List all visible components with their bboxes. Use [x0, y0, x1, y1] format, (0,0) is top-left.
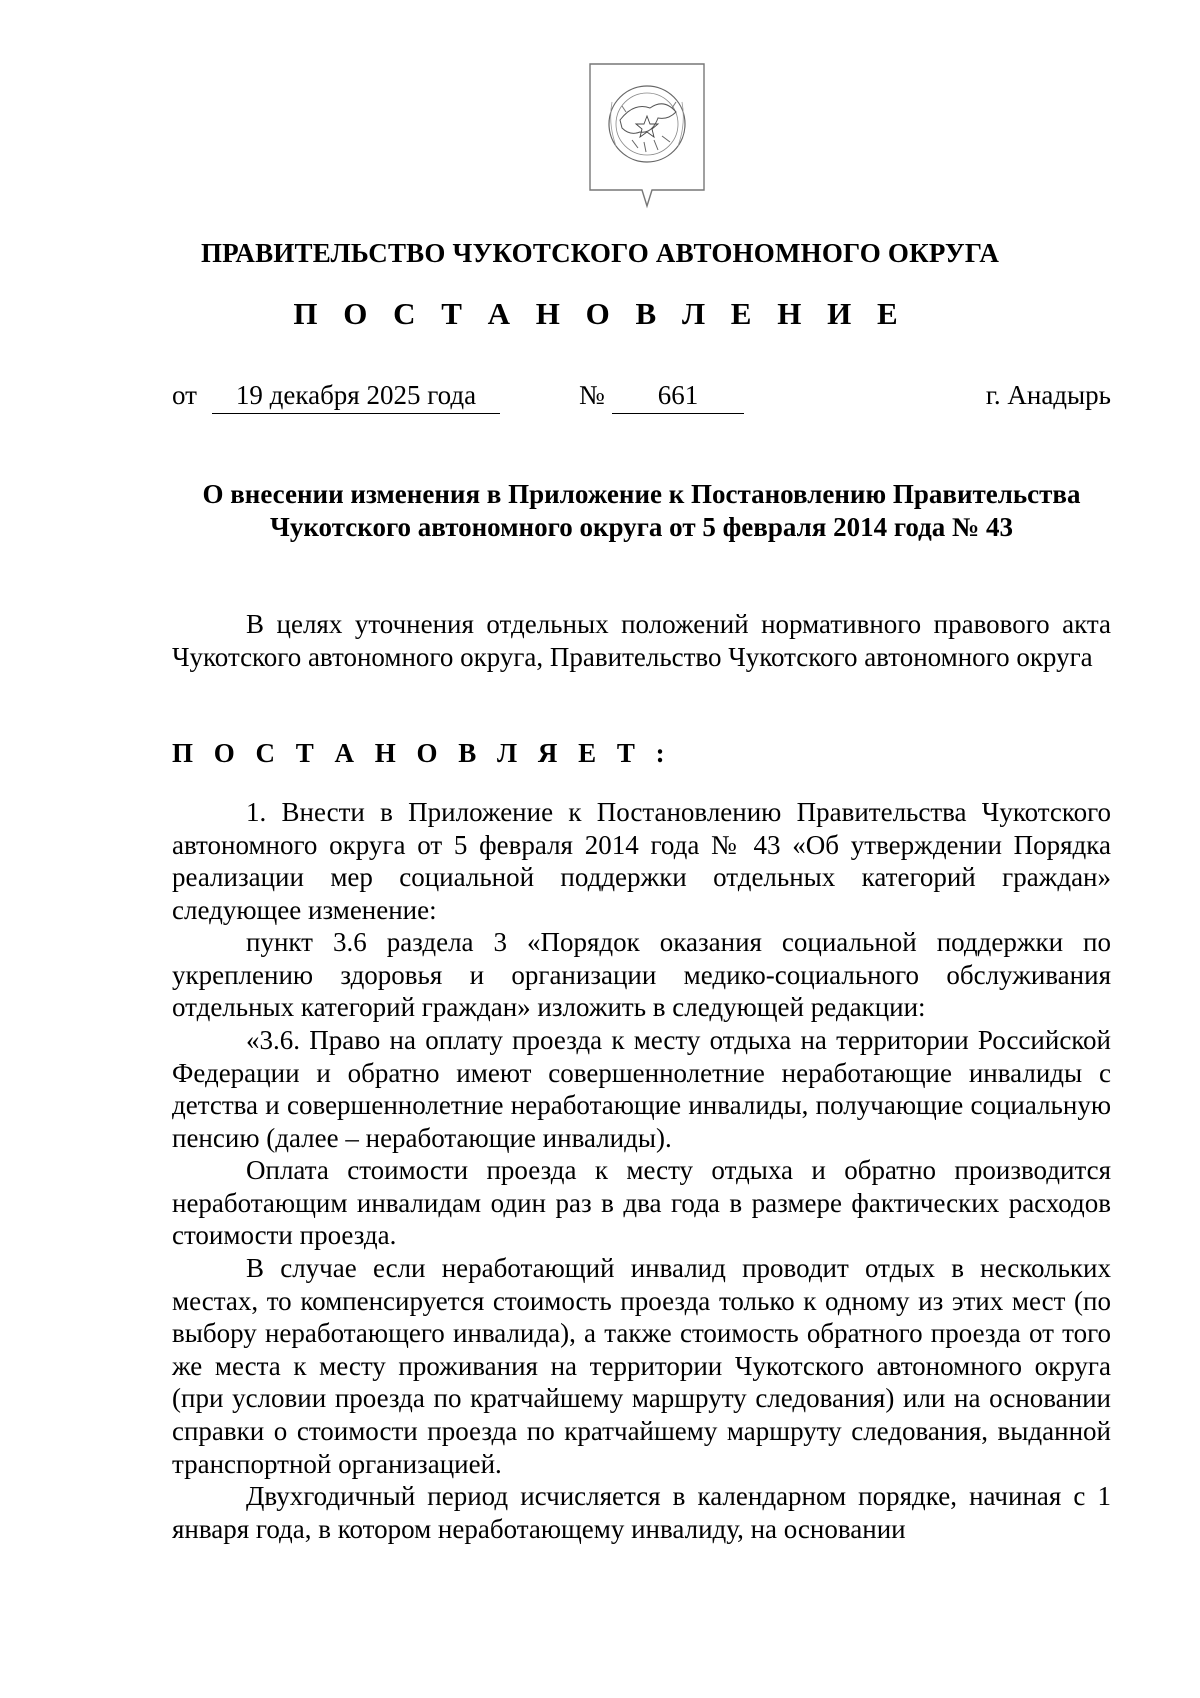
document-date: 19 декабря 2025 года [212, 380, 500, 414]
body-paragraph: В случае если неработающий инвалид проводит отдых в нескольких местах, то компенсируется стоимость проезда только к одному из этих мест (по выбору неработающего инвалида), а также стоимость обратного проезда от того же места к месту проживания на территории Чукотского автономного округа (при условии проезда по кратчайшему маршруту следования) или на основании справки о стоимости проезда по кратчайшему маршруту следования, выданной транспортной организацией. [172, 1253, 1111, 1479]
document-city: г. Анадырь [985, 380, 1111, 410]
body-paragraph: Двухгодичный период исчисляется в календарном порядке, начиная с 1 января года, в котором неработающему инвалиду, на основании [172, 1481, 1111, 1544]
document-subject: О внесении изменения в Приложение к Постановлению Правительства Чукотского автономного округа от 5 февраля 2014 года № 43 [202, 479, 1081, 542]
body-paragraph: «3.6. Право на оплату проезда к месту отдыха на территории Российской Федерации и обратно имеют совершеннолетние неработающие инвалиды с детства и совершеннолетние неработающие инвалиды, получающие социальную пенсию (далее – неработающие инвалиды). [172, 1025, 1111, 1153]
body-paragraph: пункт 3.6 раздела 3 «Порядок оказания социальной поддержки по укреплению здоровья и организации медико-социального обслуживания отдельных категорий граждан» изложить в следующей редакции: [172, 927, 1111, 1023]
preamble-paragraph: В целях уточнения отдельных положений нормативного правового акта Чукотского автономного округа, Правительство Чукотского автономного округа [172, 609, 1111, 672]
number-sign: № [579, 380, 605, 410]
body-paragraph: 1. Внести в Приложение к Постановлению Правительства Чукотского автономного округа от 5 февраля 2014 года № 43 «Об утверждении Порядка реализации мер социальной поддержки отдельных категорий граждан» следующее изменение: [172, 797, 1111, 925]
organization-title: ПРАВИТЕЛЬСТВО ЧУКОТСКОГО АВТОНОМНОГО ОКРУГА [200, 238, 1000, 268]
document-type: П О С Т А Н О В Л Е Н И Е [293, 296, 907, 331]
body-paragraph: Оплата стоимости проезда к месту отдыха и обратно производится неработающим инвалидам один раз в два года в размере фактических расходов стоимости проезда. [172, 1155, 1111, 1251]
date-prefix: от [172, 380, 197, 410]
resolve-heading: П О С Т А Н О В Л Я Е Т : [172, 738, 672, 768]
coat-of-arms-emblem [586, 62, 708, 210]
document-number: 661 [612, 380, 744, 414]
